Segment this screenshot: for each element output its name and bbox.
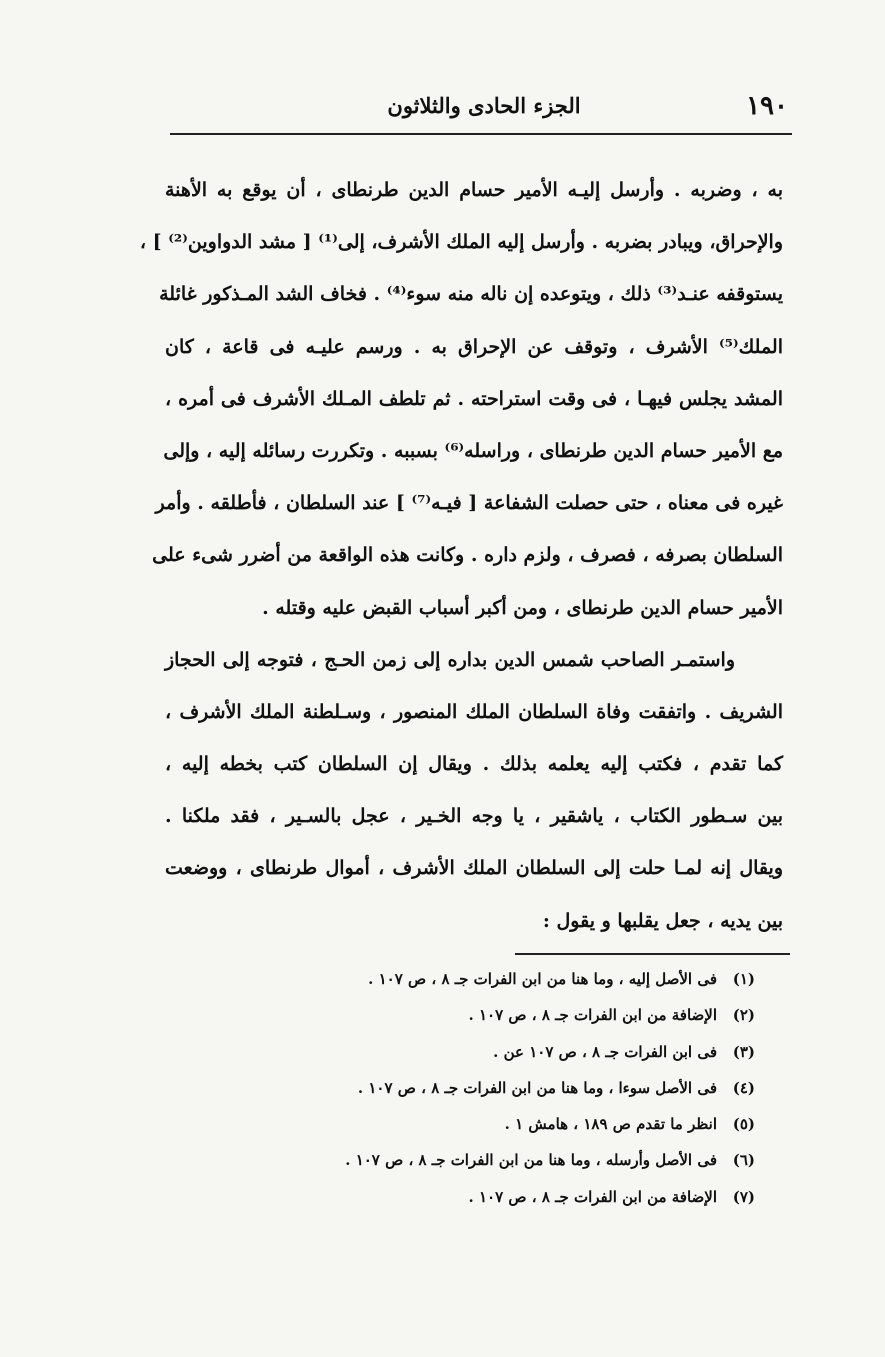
footnote-number: (٤)	[732, 1078, 755, 1097]
text-line: واستمـر الصاحب شمس الدين بداره إلى زمن الحـج ، فتوجه إلى الحجاز	[165, 648, 735, 671]
header-rule	[170, 133, 792, 135]
footnote-text: انظر ما تقدم ص ١٨٩ ، هامش ١ .	[504, 1115, 717, 1134]
footnote-number: (٣)	[732, 1042, 755, 1061]
footnote	[280, 1070, 755, 1106]
text-line: غيره فى معناه ، حتى حصلت الشفاعة [ فيـه⁽⁷⁾ ] عند السلطان ، فأطلقه . وأمر	[155, 492, 783, 515]
footnote	[280, 1034, 755, 1070]
text-line: بين سـطور الكتاب ، ياشقير ، يا وجه الخـير ، عجل بالسـير ، فقد ملكنا .	[165, 805, 783, 828]
text-line: والإحراق، ويبادر بضربه . وأرسل إليه الملك الأشرف، إلى⁽¹⁾ [ مشد الدواوين⁽²⁾ ] ،	[139, 231, 783, 254]
text-line: السلطان بصرفه ، فصرف ، ولزم داره . وكانت هذه الواقعة من أضرر شىء على	[152, 544, 783, 567]
footnote	[280, 961, 755, 997]
footnote	[280, 997, 755, 1033]
text-line: ويقال إنه لمـا حلت إلى السلطان الملك الأشرف ، أموال طرنطاى ، ووضعت	[165, 857, 783, 880]
page-header	[170, 86, 798, 126]
text-line: المشد يجلس فيهـا ، فى وقت استراحته . ثم تلطف المـلك الأشرف فى أمره ،	[165, 387, 783, 410]
footnote-text: فى الأصل وأرسله ، وما هنا من ابن الفرات جـ ٨ ، ص ١٠٧ .	[345, 1151, 717, 1170]
footnote-number: (٧)	[732, 1187, 755, 1206]
text-line: كما تقدم ، فكتب إليه يعلمه بذلك . ويقال إن السلطان كتب بخطه إليه ،	[165, 753, 783, 776]
footnote-number: (٦)	[732, 1151, 755, 1170]
footnote-text: فى الأصل سوءا ، وما هنا من ابن الفرات جـ ٨ ، ص ١٠٧ .	[357, 1078, 717, 1097]
footnote-number: (٢)	[732, 1006, 755, 1025]
footnote	[280, 1106, 755, 1142]
footnote-text: الإضافة من ابن الفرات جـ ٨ ، ص ١٠٧ .	[468, 1006, 717, 1025]
text-line: الشريف . واتفقت وفاة السلطان الملك المنصور ، وسـلطنة الملك الأشرف ،	[165, 700, 783, 723]
text-line: الأمير حسام الدين طرنطاى ، ومن أكبر أسباب القبض عليه وقتله .	[262, 596, 783, 619]
footnote-text: فى ابن الفرات جـ ٨ ، ص ١٠٧ عن .	[493, 1042, 717, 1061]
footnote-text: فى الأصل إليه ، وما هنا من ابن الفرات جـ ٨ ، ص ١٠٧ .	[368, 970, 717, 988]
footnote	[280, 1179, 755, 1215]
footnotes	[280, 961, 755, 1215]
footnote-text: الإضافة من ابن الفرات جـ ٨ ، ص ١٠٧ .	[468, 1187, 717, 1206]
footnote-number: (٥)	[732, 1115, 755, 1134]
text-line: بين يديه ، جعل يقلبها و يقول :	[542, 909, 783, 932]
text-line: مع الأمير حسام الدين طرنطاى ، وراسله⁽⁶⁾ بسببه . وتكررت رسائله إليه ، وإلى	[163, 439, 783, 462]
page-number: ١٩٠	[746, 91, 788, 121]
page-title: الجزء الحادى والثلاثون	[387, 93, 581, 118]
text-line: يستوقفه عنـد⁽³⁾ ذلك ، ويتوعده إن ناله منه سوء⁽⁴⁾ . فخاف الشد المـذكور غائلة	[159, 283, 783, 306]
footnote-number: (١)	[732, 970, 755, 988]
main-text	[139, 164, 783, 947]
text-line: الملك⁽⁵⁾ الأشرف ، وتوقف عن الإحراق به . ورسم عليـه فى قاعة ، كان	[165, 335, 783, 358]
text-line: به ، وضربه . وأرسل إليـه الأمير حسام الدين طرنطاى ، أن يوقع به الأهنة	[165, 179, 783, 201]
footnote	[280, 1142, 755, 1178]
footnote-rule	[515, 953, 790, 955]
